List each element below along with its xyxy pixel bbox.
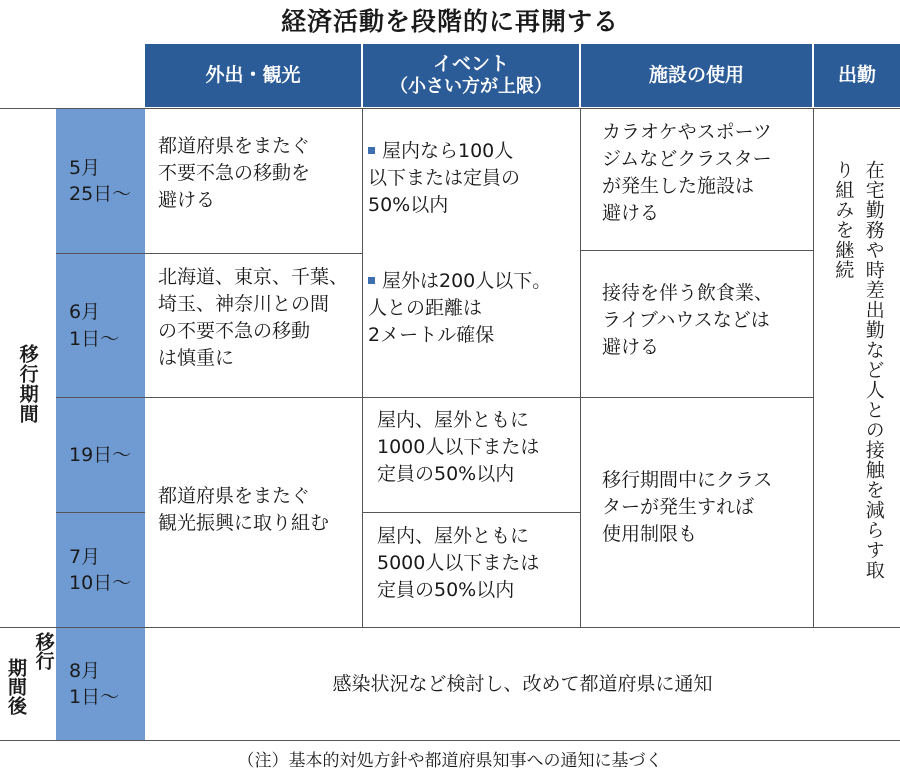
header-event	[363, 44, 579, 107]
work-cell: 在宅勤務や時差出勤など人との接触を減らす取り組みを継続	[832, 160, 885, 580]
event-cell-4: 屋内、屋外ともに 5000人以下または 定員の50%以内	[377, 525, 540, 601]
event-text-1: 屋内なら100人 以下または定員の 50%以内	[368, 140, 521, 216]
date-line: 1日〜	[69, 686, 120, 708]
facility-cell-3: 移行期間中にクラス ターが発生すれば 使用制限も	[602, 469, 773, 545]
header-event-line1: イベント	[432, 52, 509, 75]
facility-cell-2: 接待を伴う飲食業、 ライブハウスなどは 避ける	[602, 282, 774, 358]
period-transition-label: 移行期間	[16, 344, 39, 424]
page-title: 経済活動を段階的に再開する	[280, 7, 619, 36]
travel-cell-2: 北海道、東京、千葉、 埼玉、神奈川との間 の不要不急の移動 は慎重に	[158, 266, 349, 369]
date-text	[69, 442, 131, 468]
header-work	[814, 44, 900, 107]
footnote: （注）基本的対処方針や都道府県知事への通知に基づく	[237, 751, 663, 771]
bullet-icon	[368, 147, 375, 154]
date-line: 7月	[69, 545, 101, 568]
grid-line	[581, 250, 813, 251]
date-line: 10日〜	[69, 572, 132, 594]
header-facility	[581, 44, 812, 107]
date-cell-jun1	[56, 254, 145, 397]
bullet-icon	[368, 277, 375, 284]
header-work-label: 出勤	[837, 63, 876, 86]
date-text	[69, 299, 119, 351]
grid-line	[56, 397, 813, 398]
event-cell-3: 屋内、屋外ともに 1000人以下または 定員の50%以内	[377, 409, 540, 485]
date-cell-may25	[56, 109, 145, 253]
header-travel	[145, 44, 361, 107]
event-cell-1	[368, 138, 578, 219]
header-facility-label: 施設の使用	[648, 63, 744, 86]
date-line: 19日〜	[69, 443, 132, 466]
header-event-line2: （小さい方が上限）	[390, 76, 552, 98]
travel-cell-3: 都道府県をまたぐ 観光振興に取り組む	[158, 485, 330, 534]
date-text	[69, 544, 131, 596]
event-cell-2	[368, 268, 578, 349]
period-after-label	[4, 632, 54, 736]
date-text	[69, 658, 119, 710]
date-cell-aug1	[56, 628, 145, 740]
grid-line	[580, 108, 581, 627]
date-line: 5月	[69, 156, 101, 179]
period-after-line2: 期間後	[5, 658, 27, 715]
date-cell-jun19	[56, 398, 145, 512]
grid-line	[362, 108, 363, 627]
date-line: 25日〜	[69, 183, 132, 205]
period-after-line1: 移行	[32, 632, 55, 670]
date-line: 6月	[69, 301, 101, 324]
date-line: 8月	[69, 659, 101, 682]
date-cell-jul10	[56, 513, 145, 627]
after-period-label: 感染状況など検討し、改めて都道府県に通知	[332, 672, 713, 695]
grid-line	[813, 108, 814, 627]
date-text	[69, 155, 131, 207]
event-text-2: 屋外は200人以下。 人との距離は 2メートル確保	[368, 270, 552, 346]
header-travel-label: 外出・観光	[205, 63, 301, 86]
facility-cell-1: カラオケやスポーツ ジムなどクラスター が発生した施設は 避ける	[602, 121, 772, 224]
grid-line	[0, 740, 900, 741]
travel-cell-1: 都道府県をまたぐ 不要不急の移動を 避ける	[158, 135, 311, 211]
date-line: 1日〜	[69, 327, 120, 350]
after-period-text	[145, 628, 900, 740]
grid-line	[362, 512, 581, 513]
